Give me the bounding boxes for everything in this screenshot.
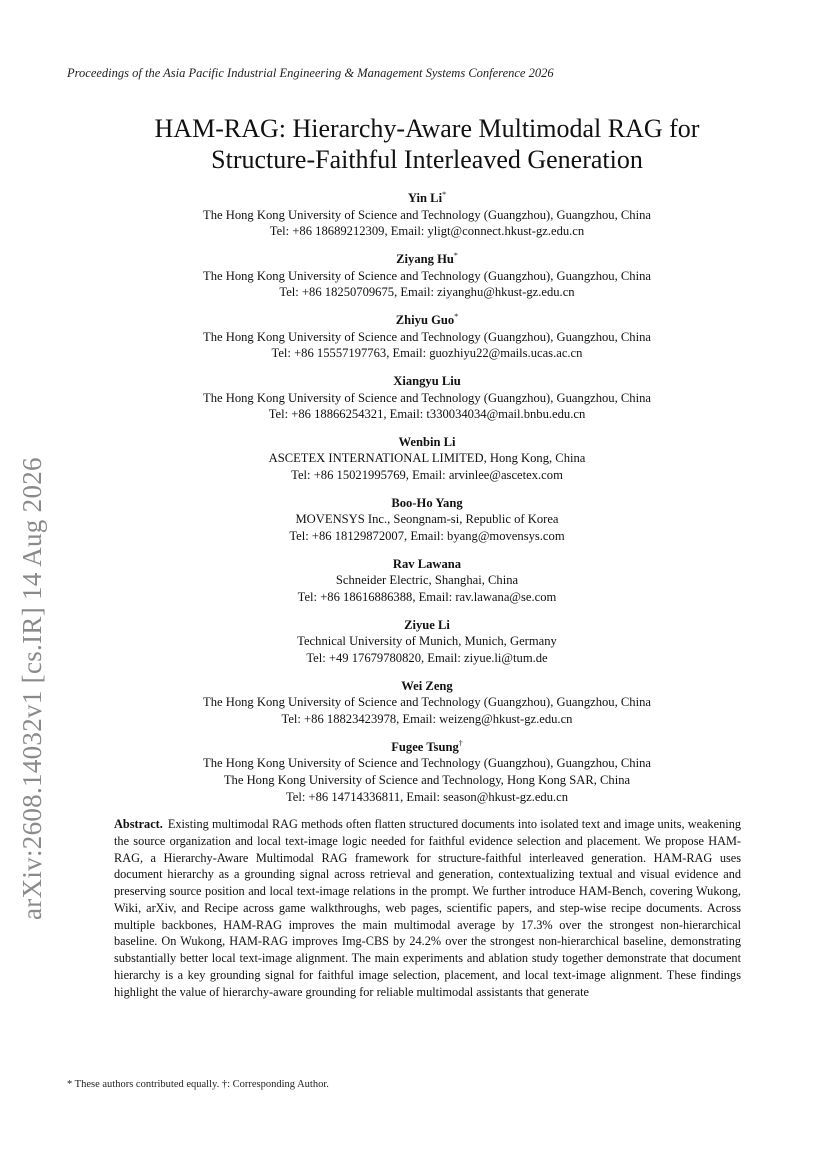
author-contact: Tel: +86 15021995769, Email: arvinlee@ascetex.com xyxy=(291,468,563,483)
author-block xyxy=(100,739,754,805)
author-contact: Tel: +86 18689212309, Email: yligt@connect.hkust-gz.edu.cn xyxy=(269,224,585,239)
conference-header: Proceedings of the Asia Pacific Industrial Engineering & Management Systems Conference 2026 xyxy=(67,66,554,80)
author-mark: * xyxy=(454,311,459,321)
author-block xyxy=(100,373,754,423)
paper-title xyxy=(100,113,754,175)
footnote: * These authors contributed equally. †: Corresponding Author. xyxy=(67,1079,329,1090)
author-affiliation: The Hong Kong University of Science and Technology (Guangzhou), Guangzhou, China xyxy=(203,329,651,344)
author-contact: Tel: +86 18866254321, Email: t330034034@mail.bnbu.edu.cn xyxy=(268,407,586,422)
author-affiliation: Technical University of Munich, Munich, Germany xyxy=(297,634,557,649)
abstract-text: Existing multimodal RAG methods often flatten structured documents into isolated text and image units, weakening the source organization and local text-image logic needed for faithful evidence selection and placement. We propose HAM-RAG, a Hierarchy-Aware Multimodal RAG framework for structure-faithful interleaved generation. HAM-RAG uses document hierarchy as a grounding signal across retrieval and generation, contextualizing textual and visual evidence and preserving source position and local text-image relations in the prompt. We further introduce HAM-Bench, covering Wukong, Wiki, arXiv, and Recipe across game walkthroughs, web pages, scientific papers, and step-wise recipe documents. Across multiple backbones, HAM-RAG improves the main multimodal average by 17.3% over the strongest non-hierarchical baseline. On Wukong, HAM-RAG improves Img-CBS by 24.2% over the strongest non-hierarchical baseline, demonstrating substantially better local text-image alignment. The main experiments and ablation study together demonstrate that document hierarchy is a key grounding signal for faithful image selection, placement, and local text-image alignment. These findings highlight the value of hierarchy-aware grounding for reliable multimodal assistants that generate xyxy=(114,817,741,999)
author-list xyxy=(100,190,754,816)
author-contact: Tel: +86 18616886388, Email: rav.lawana@se.com xyxy=(297,590,557,604)
author-mark: † xyxy=(458,738,463,748)
author-block xyxy=(100,556,754,606)
author-affiliation-2: The Hong Kong University of Science and Technology, Hong Kong SAR, China xyxy=(223,772,631,787)
author-name: Wenbin Li xyxy=(398,434,456,449)
abstract xyxy=(114,816,741,1000)
title-line-1: HAM-RAG: Hierarchy-Aware Multimodal RAG for xyxy=(154,114,700,143)
author-mark: * xyxy=(442,190,447,199)
author-affiliation: The Hong Kong University of Science and Technology (Guangzhou), Guangzhou, China xyxy=(203,695,651,710)
abstract-label: Abstract. xyxy=(114,817,163,831)
author-contact: Tel: +86 18823423978, Email: weizeng@hkust-gz.edu.cn xyxy=(281,711,573,726)
author-affiliation: The Hong Kong University of Science and Technology (Guangzhou), Guangzhou, China xyxy=(203,390,651,405)
author-contact: Tel: +86 18250709675, Email: ziyanghu@hkust-gz.edu.cn xyxy=(279,285,575,300)
author-name: Ziyue Li xyxy=(404,617,450,632)
author-affiliation: The Hong Kong University of Science and Technology (Guangzhou), Guangzhou, China xyxy=(203,207,651,222)
author-contact: Tel: +49 17679780820, Email: ziyue.li@tum.de xyxy=(306,650,548,665)
author-contact: Tel: +86 15557197763, Email: guozhiyu22@mails.ucas.ac.cn xyxy=(271,346,583,361)
author-affiliation: MOVENSYS Inc., Seongnam-si, Republic of Korea xyxy=(295,512,559,527)
author-name: Boo-Ho Yang xyxy=(391,495,463,510)
author-block xyxy=(100,678,754,728)
author-block xyxy=(100,617,754,667)
title-line-2: Structure-Faithful Interleaved Generation xyxy=(211,145,643,174)
author-affiliation: Schneider Electric, Shanghai, China xyxy=(335,573,519,588)
author-block xyxy=(100,190,754,240)
author-block xyxy=(100,312,754,362)
author-mark: * xyxy=(453,250,458,260)
author-affiliation: The Hong Kong University of Science and Technology (Guangzhou), Guangzhou, China xyxy=(203,756,651,771)
author-name: Yin Li xyxy=(407,191,443,205)
author-affiliation: The Hong Kong University of Science and Technology (Guangzhou), Guangzhou, China xyxy=(203,268,651,283)
author-name: Zhiyu Guo xyxy=(395,312,455,327)
author-name: Ziyang Hu xyxy=(396,251,454,266)
author-name: Fugee Tsung xyxy=(391,739,459,754)
author-block xyxy=(100,434,754,484)
author-name: Rav Lawana xyxy=(392,556,462,571)
author-block xyxy=(100,495,754,545)
author-name: Wei Zeng xyxy=(401,678,453,693)
author-affiliation: ASCETEX INTERNATIONAL LIMITED, Hong Kong, China xyxy=(268,451,586,466)
author-contact: Tel: +86 14714336811, Email: season@hkust-gz.edu.cn xyxy=(285,789,569,804)
author-block xyxy=(100,251,754,301)
arxiv-identifier[interactable]: arXiv:2608.14032v1 [cs.IR] 14 Aug 2026 xyxy=(17,457,47,920)
author-contact: Tel: +86 18129872007, Email: byang@movensys.com xyxy=(289,529,565,544)
author-name: Xiangyu Liu xyxy=(393,373,461,388)
